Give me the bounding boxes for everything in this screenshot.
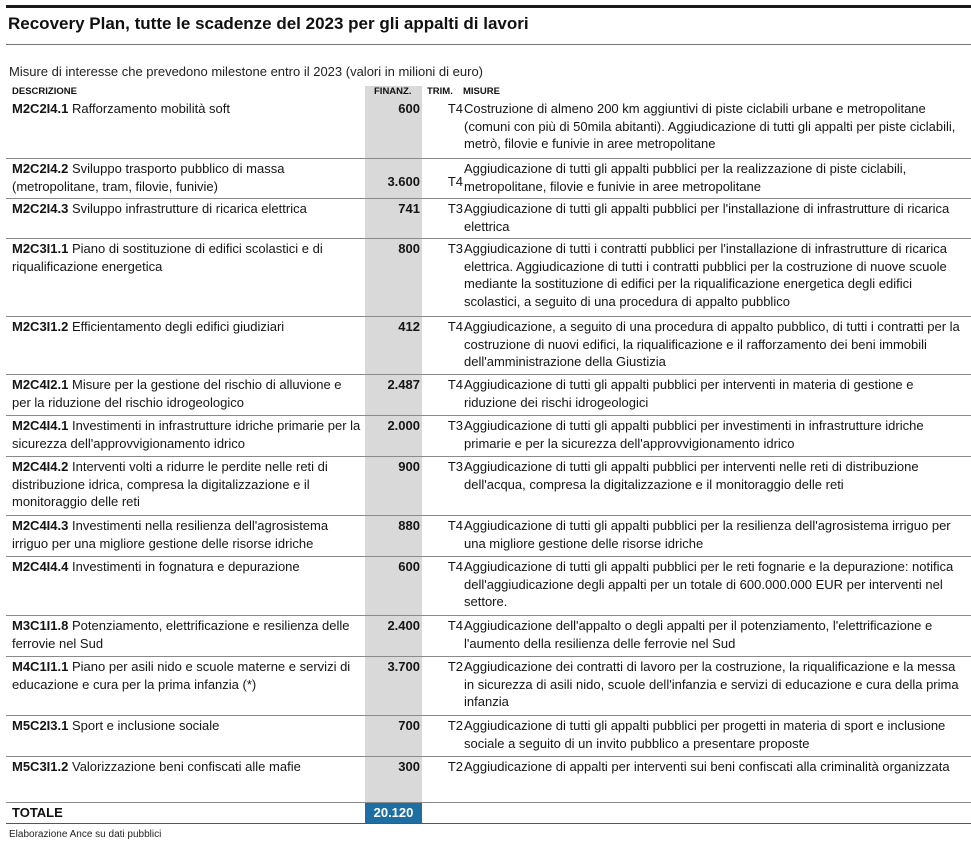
row-finanz: 741 [398,201,420,216]
row-misure: Aggiudicazione di tutti gli appalti pubblici per investimenti in infrastrutture idriche primarie e per la sicurezza dell'approvvigionamento idrico [464,418,924,451]
row-finanz: 880 [398,518,420,533]
row-trim: T2 [447,759,463,774]
row-description-text: Piano per asili nido e scuole materne e servizi di educazione e cura per la prima infanzia (*) [12,659,351,692]
row-misure: Aggiudicazione di tutti gli appalti pubblici per le reti fognarie e la depurazione: notifica dell'aggiudicazione degli appalti per un totale di 600.000.000 EUR per interventi nel settore. [464,559,954,609]
row-finanz: 2.000 [387,418,420,433]
row-description-text: Valorizzazione beni confiscati alle mafie [68,759,301,774]
row-description-text: Rafforzamento mobilità soft [68,101,230,116]
row-misure: Aggiudicazione di tutti gli appalti pubblici per l'installazione di infrastrutture di ricarica elettrica [464,201,950,234]
row-description-text: Sport e inclusione sociale [68,718,220,733]
row-code: M2C2I4.2 [12,161,69,176]
row-description-text: Piano di sostituzione di edifici scolastici e di riqualificazione energetica [12,241,323,274]
row-misure: Aggiudicazione di tutti gli appalti pubblici per la resilienza dell'agrosistema irriguo per una migliore gestione delle risorse idriche [464,518,951,551]
row-description [12,758,362,776]
header-misure: MISURE [463,86,500,97]
row-misure: Aggiudicazione di tutti gli appalti pubblici per la realizzazione di piste ciclabili, metropolitane, filovie e funivie in aree metropolitane [464,161,907,194]
row-description [12,717,362,735]
finanz-column-highlight [365,86,422,803]
row-divider [6,316,971,317]
row-misure: Aggiudicazione di tutti gli appalti pubblici per progetti in materia di sport e inclusione sociale a seguito di un invito pubblico a presentare proposte [464,718,946,751]
row-code: M2C3I1.2 [12,319,69,334]
row-description-text: Misure per la gestione del rischio di alluvione e per la riduzione del rischio idrogeologico [12,377,342,410]
row-code: M2C4I4.4 [12,559,69,574]
row-finanz: 800 [398,241,420,256]
row-code: M4C1I1.1 [12,659,69,674]
row-misure: Aggiudicazione di tutti gli appalti pubblici per interventi in materia di gestione e riduzione dei rischi idrogeologici [464,377,914,410]
header-finanz: FINANZ. [374,86,412,97]
row-trim: T4 [447,559,463,574]
row-description-text: Potenziamento, elettrificazione e resilienza delle ferrovie nel Sud [12,618,350,651]
row-trim: T3 [447,459,463,474]
row-misure: Costruzione di almeno 200 km aggiuntivi di piste ciclabili urbane e metropolitane (comuni con più di 50mila abitanti). Aggiudicazione di tutti gli appalti per piste ciclabili, metrò, filovie e funivie in aree metropolitane [464,101,956,151]
row-misure: Aggiudicazione di appalti per interventi sui beni confiscati alla criminalità organizzata [464,759,950,774]
row-description [12,100,362,118]
row-description [12,617,362,652]
row-description [12,658,362,693]
row-divider [6,238,971,239]
row-description [12,458,362,511]
row-trim: T2 [447,659,463,674]
row-description [12,160,362,195]
row-divider [6,374,971,375]
row-misure: Aggiudicazione dell'appalto o degli appalti per il potenziamento, l'elettrificazione e l'aumento della resilienza delle ferrovie nel Sud [464,618,933,651]
row-misure: Aggiudicazione di tutti i contratti pubblici per l'installazione di infrastrutture di ricarica elettrica. Aggiudicazione di tutti i contratti pubblici per la costruzione di nuove scuole mediante la sostituzione di edifici per la riqualificazione energetica degli edifici scolastici, a seguito di una procedura di appalto pubblico [464,241,947,309]
title-divider [6,44,971,45]
total-divider [6,802,971,803]
row-divider [6,656,971,657]
row-trim: T4 [447,319,463,334]
row-trim: T4 [447,377,463,392]
row-divider [6,756,971,757]
row-code: M3C1I1.8 [12,618,69,633]
row-code: M2C4I4.1 [12,418,69,433]
row-trim: T3 [447,201,463,216]
row-description-text: Investimenti nella resilienza dell'agrosistema irriguo per una migliore gestione delle risorse idriche [12,518,329,551]
row-code: M2C4I2.1 [12,377,69,392]
row-finanz: 900 [398,459,420,474]
row-description-text: Investimenti in infrastrutture idriche primarie per la sicurezza dell'approvvigionamento idrico [12,418,361,451]
row-misure: Aggiudicazione dei contratti di lavoro per la costruzione, la riqualificazione e la messa in sicurezza di asili nido, scuole dell'infanzia e servizi di educazione e cura della prima infanzia [464,659,959,709]
row-finanz: 600 [398,559,420,574]
row-finanz: 2.487 [387,377,420,392]
row-description [12,318,362,336]
row-trim: T4 [447,518,463,533]
row-divider [6,515,971,516]
row-divider [6,556,971,557]
row-code: M2C3I1.1 [12,241,69,256]
row-divider [6,198,971,199]
row-trim: T4 [447,618,463,633]
top-rule [6,5,971,8]
row-trim: T4 [447,174,463,189]
row-finanz: 600 [398,101,420,116]
row-misure: Aggiudicazione di tutti gli appalti pubblici per interventi nelle reti di distribuzione dell'acqua, compresa la digitalizzazione e il monitoraggio delle reti [464,459,919,492]
total-label: TOTALE [12,805,63,820]
row-trim: T4 [447,101,463,116]
row-divider [6,715,971,716]
row-code: M2C4I4.3 [12,518,69,533]
header-descrizione: DESCRIZIONE [12,86,77,97]
source-note: Elaborazione Ance su dati pubblici [9,829,162,840]
row-code: M2C2I4.1 [12,101,69,116]
row-description [12,200,362,218]
row-description-text: Sviluppo infrastrutture di ricarica elettrica [68,201,307,216]
row-trim: T2 [447,718,463,733]
row-description-text: Sviluppo trasporto pubblico di massa (metropolitane, tram, filovie, funivie) [12,161,285,194]
total-value: 20.120 [373,805,414,820]
row-finanz: 700 [398,718,420,733]
row-description [12,240,362,275]
row-description [12,517,362,552]
row-finanz: 412 [398,319,420,334]
row-divider [6,158,971,159]
page-title: Recovery Plan, tutte le scadenze del 2023 per gli appalti di lavori [8,14,529,33]
row-code: M2C2I4.3 [12,201,69,216]
row-code: M5C2I3.1 [12,718,69,733]
row-description [12,558,362,576]
subtitle: Misure di interesse che prevedono milestone entro il 2023 (valori in milioni di euro) [9,64,484,79]
row-description-text: Efficientamento degli edifici giudiziari [68,319,285,334]
row-description [12,417,362,452]
row-misure: Aggiudicazione, a seguito di una procedura di appalto pubblico, di tutti i contratti per la costruzione di nuovi edifici, la riqualificazione e il rafforzamento dei beni immobili dell'amministrazione della Giustizia [464,319,960,369]
row-code: M2C4I4.2 [12,459,69,474]
row-divider [6,615,971,616]
row-finanz: 2.400 [387,618,420,633]
row-description-text: Interventi volti a ridurre le perdite nelle reti di distribuzione idrica, compresa la digitalizzazione e il monitoraggio delle reti [12,459,328,509]
row-divider [6,456,971,457]
row-code: M5C3I1.2 [12,759,69,774]
row-description-text: Investimenti in fognatura e depurazione [68,559,300,574]
row-description [12,376,362,411]
row-trim: T3 [447,418,463,433]
header-trim: TRIM. [427,86,453,97]
bottom-rule [6,823,971,824]
row-finanz: 3.700 [387,659,420,674]
row-trim: T3 [447,241,463,256]
row-finanz: 3.600 [387,174,420,189]
row-divider [6,415,971,416]
row-finanz: 300 [398,759,420,774]
